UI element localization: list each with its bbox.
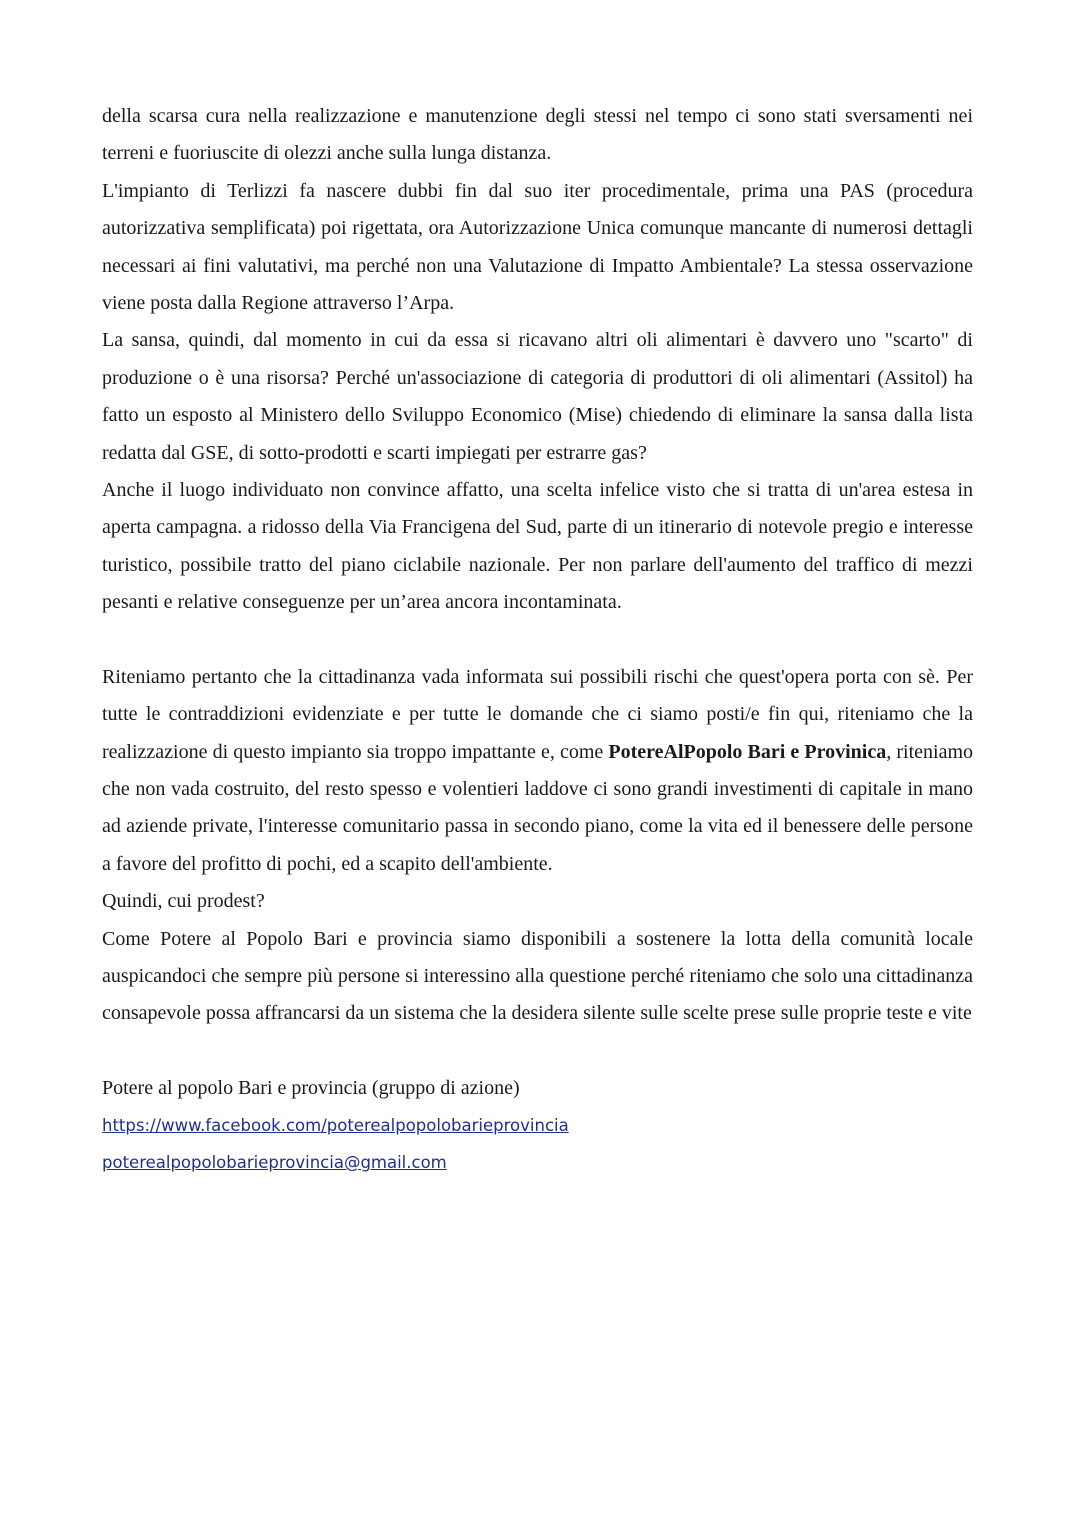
paragraph-spacer (102, 622, 973, 659)
document-page (102, 98, 973, 1181)
paragraph-terlizzi-plant: L'impianto di Terlizzi fa nascere dubbi fin dal suo iter procedimentale, prima una PAS (procedura autorizzativa semplificata) poi rigettata, ora Autorizzazione Unica comunque mancante di numerosi dettagli necessari ai fini valutativi, ma perché non una Valutazione di Impatto Ambientale? La stessa osservazione viene posta dalla Regione attraverso l’Arpa. (102, 179, 973, 315)
signature-name: Potere al popolo Bari e provincia (gruppo di azione) (102, 1076, 520, 1099)
paragraph-waste-spills: della scarsa cura nella realizzazione e manutenzione degli stessi nel tempo ci sono stati sversamenti nei terreni e fuoriuscite di olezzi anche sulla lunga distanza. (102, 105, 973, 165)
facebook-link[interactable]: https://www.facebook.com/poterealpopolobarieprovincia (102, 1116, 569, 1136)
conclusion-text-end: , riteniamo che non vada costruito, del resto spesso e volentieri laddove ci sono grandi investimenti di capitale in mano ad aziende private, l'interesse comunitario passa in secondo piano, come la vita ed il benessere delle persone a favore del profitto di pochi, ed a scapito dell'ambiente. (102, 740, 973, 875)
email-link[interactable]: poterealpopolobarieprovincia@gmail.com (102, 1153, 447, 1173)
paragraph-cui-prodest: Quindi, cui prodest? (102, 890, 265, 913)
organization-name-bold: PotereAlPopolo Bari e Provinica (608, 740, 887, 763)
paragraph-location: Anche il luogo individuato non convince affatto, una scelta infelice visto che si tratta di un'area estesa in aperta campagna. a ridosso della Via Francigena del Sud, parte di un itinerario di notevole pregio e interesse turistico, possibile tratto del piano ciclabile nazionale. Per non parlare dell'aumento del traffico di mezzi pesanti e relative conseguenze per un’area ancora incontaminata. (102, 479, 973, 614)
paragraph-support-statement: Come Potere al Popolo Bari e provincia siamo disponibili a sostenere la lotta della comunità locale auspicandoci che sempre più persone si interessino alla questione perché riteniamo che solo una cittadinanza consapevole possa affrancarsi da un sistema che la desidera silente sulle scelte prese sulle proprie teste e vite (102, 927, 973, 1025)
paragraph-conclusion (102, 659, 973, 883)
signature-spacer (102, 1033, 973, 1070)
conclusion-text-start: Riteniamo pertanto che la cittadinanza vada informata sui possibili rischi che quest'opera porta con sè. Per tutte le contraddizioni evidenziate e per tutte le domande che ci siamo posti/e fin qui, riteniamo che la realizzazione di questo impianto sia troppo impattante e, come (102, 665, 973, 763)
paragraph-sansa-question: La sansa, quindi, dal momento in cui da essa si ricavano altri oli alimentari è davvero uno "scarto" di produzione o è una risorsa? Perché un'associazione di categoria di produttori di oli alimentari (Assitol) ha fatto un esposto al Ministero dello Sviluppo Economico (Mise) chiedendo di eliminare la sansa dalla lista redatta dal GSE, di sotto-prodotti e scarti impiegati per estrarre gas? (102, 329, 973, 464)
